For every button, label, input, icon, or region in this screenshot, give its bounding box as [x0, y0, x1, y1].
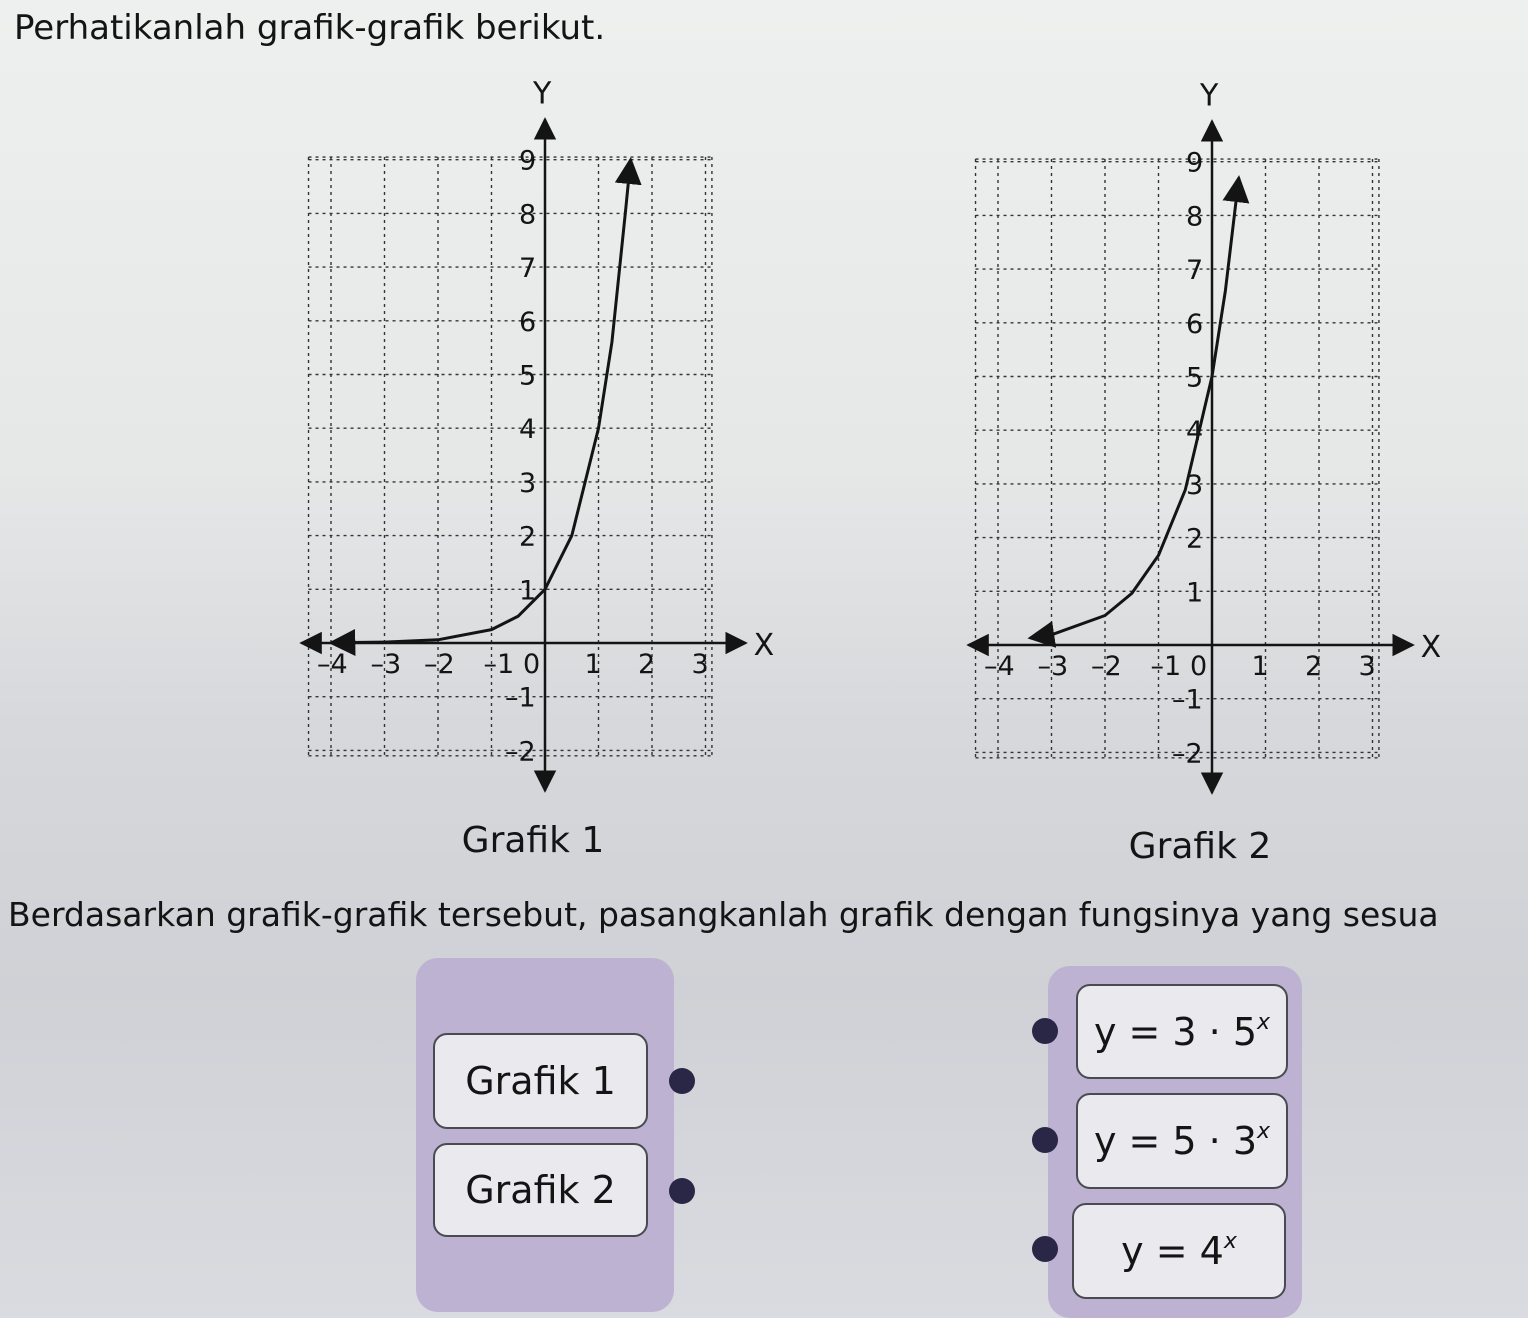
grafik-2-x-tick-label: –4 — [984, 651, 1015, 682]
grafik-1-y-tick-label: –2 — [505, 736, 536, 768]
grafik-2-x-axis-label: X — [1420, 630, 1442, 665]
grafik-1-y-tick-label: –1 — [505, 682, 536, 714]
grafik-1-y-tick-label: 8 — [519, 199, 537, 231]
grafik-2-caption: Grafik 2 — [1128, 826, 1272, 867]
option-function-1[interactable] — [1076, 984, 1288, 1079]
grafik-1-y-tick-label: 3 — [519, 467, 537, 499]
grafik-2-y-tick-label: 2 — [1186, 523, 1204, 555]
grafik-1-x-tick-label: –2 — [424, 649, 455, 680]
function-2-connector-dot[interactable] — [1032, 1127, 1058, 1153]
option-function-3[interactable] — [1072, 1203, 1286, 1299]
grafik-2-x-tick-label: –2 — [1091, 651, 1122, 682]
grafik-2-y-axis-label: Y — [1200, 78, 1219, 114]
grafik-1-chart — [302, 76, 775, 861]
grafik-2-x-tick-label: –1 — [1150, 651, 1182, 682]
grafik-1-y-tick-label: 6 — [519, 306, 537, 338]
grafik-1-y-tick-label: 2 — [519, 521, 537, 553]
question-text: Berdasarkan grafik-grafik tersebut, pasangkanlah grafik dengan fungsinya yang sesua — [8, 895, 1439, 934]
grafik-1-x-tick-label: 0 — [523, 649, 541, 680]
option-grafik-2[interactable]: Grafik 2 — [433, 1143, 648, 1237]
grafik-1-x-tick-label: –4 — [317, 649, 348, 680]
grafik-1-caption: Grafik 1 — [461, 820, 605, 861]
grafik-2-x-tick-label: 3 — [1358, 651, 1376, 682]
grafik-1-x-tick-label: –1 — [483, 649, 515, 680]
grafik-1-y-tick-label: 5 — [519, 360, 537, 392]
grafik-1-x-tick-label: 1 — [584, 649, 602, 680]
grafik-1-x-tick-label: 3 — [691, 649, 709, 680]
function-1-connector-dot[interactable] — [1032, 1018, 1058, 1044]
grafik-2-y-tick-label: –2 — [1172, 738, 1203, 770]
grafik-2-connector-dot[interactable] — [669, 1178, 695, 1204]
grafik-1-y-tick-label: 9 — [519, 145, 537, 177]
function-2-base: y = 5 · 3 — [1093, 1119, 1258, 1163]
grafik-1-y-tick-label: 4 — [519, 414, 537, 446]
grafik-2-y-tick-label: 7 — [1186, 255, 1204, 287]
intro-text: Perhatikanlah grafik-grafik berikut. — [14, 8, 606, 48]
grafik-2-y-tick-label: 3 — [1186, 469, 1204, 501]
function-3-exponent: x — [1223, 1229, 1237, 1254]
grafik-2-curve — [1030, 178, 1239, 638]
grafik-2-y-tick-label: 6 — [1186, 308, 1204, 340]
option-grafik-1[interactable]: Grafik 1 — [433, 1033, 648, 1129]
grafik-1-x-axis-label: X — [753, 628, 775, 663]
grafik-2-y-tick-label: 8 — [1186, 201, 1204, 233]
grafik-1-y-axis-label: Y — [533, 76, 552, 112]
grafik-2-x-tick-label: 1 — [1251, 651, 1269, 682]
grafik-1-curve — [331, 160, 631, 643]
graph-options-panel — [416, 958, 674, 1312]
function-1-exponent: x — [1257, 1009, 1271, 1035]
function-2-exponent: x — [1257, 1119, 1271, 1144]
function-1-base: y = 3 · 5 — [1093, 1009, 1258, 1054]
grafik-2-y-tick-label: –1 — [1172, 684, 1203, 716]
grafik-2-x-tick-label: –3 — [1037, 651, 1069, 682]
grafik-1-x-tick-label: –3 — [370, 649, 402, 680]
grafik-2-x-tick-label: 0 — [1190, 651, 1208, 682]
function-3-connector-dot[interactable] — [1032, 1236, 1058, 1262]
grafik-2-chart — [969, 78, 1442, 867]
grafik-2-y-tick-label: 1 — [1186, 577, 1204, 609]
grafik-1-y-tick-label: 1 — [519, 575, 537, 607]
option-function-2[interactable] — [1076, 1093, 1288, 1189]
grafik-2-y-tick-label: 4 — [1186, 416, 1204, 448]
grafik-2-x-tick-label: 2 — [1305, 651, 1323, 682]
grafik-1-x-tick-label: 2 — [638, 649, 656, 680]
grafik-1-y-tick-label: 7 — [519, 253, 537, 285]
grafik-1-connector-dot[interactable] — [669, 1068, 695, 1094]
grafik-2-y-tick-label: 9 — [1186, 147, 1204, 179]
grafik-2-y-tick-label: 5 — [1186, 362, 1204, 394]
function-3-base: y = 4 — [1121, 1229, 1224, 1273]
